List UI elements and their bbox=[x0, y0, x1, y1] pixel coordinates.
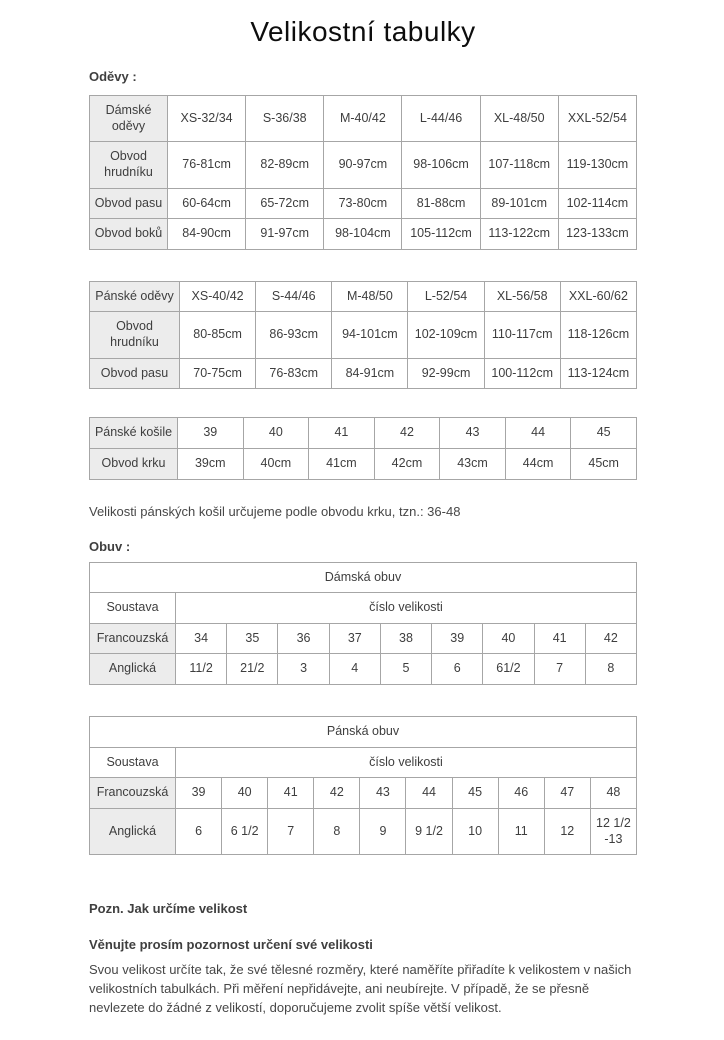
table-cell: 44 bbox=[505, 418, 571, 449]
table-cell: 82-89cm bbox=[246, 142, 324, 188]
table-cell: číslo velikosti bbox=[176, 747, 637, 778]
table-row bbox=[90, 593, 637, 624]
table-cell: 41cm bbox=[309, 448, 375, 479]
table-cell: 21/2 bbox=[227, 654, 278, 685]
table-cell: XL-48/50 bbox=[480, 96, 558, 142]
table-cell: Soustava bbox=[90, 593, 176, 624]
table-cell: Pánská obuv bbox=[90, 717, 637, 748]
table-cell: 44 bbox=[406, 778, 452, 809]
table-cell: 7 bbox=[534, 654, 585, 685]
section-heading-clothing: Oděvy : bbox=[89, 69, 137, 84]
table-cell: 40 bbox=[243, 418, 309, 449]
table-cell: 84-91cm bbox=[332, 358, 408, 389]
row-label-cell: Francouzská bbox=[90, 623, 176, 654]
table-cell: Dámská obuv bbox=[90, 562, 637, 593]
table-cell: 43cm bbox=[440, 448, 506, 479]
table-row bbox=[90, 778, 637, 809]
table-cell: 94-101cm bbox=[332, 312, 408, 358]
table-cell: 42 bbox=[374, 418, 440, 449]
table-cell: 42 bbox=[585, 623, 636, 654]
table-cell: 36 bbox=[278, 623, 329, 654]
table-cell: 41 bbox=[268, 778, 314, 809]
sizing-instructions-paragraph: Svou velikost určíte tak, že své tělesné rozměry, které naměříte přiřadíte k velikostem v našich velikostních tabulkách. Při měření nepřidávejte, ani neubírejte. V případě, že se přesně nevlezete do žádné z velikostí, doporučujeme zvolit spíše větší velikost. bbox=[89, 962, 632, 1016]
table-cell: 39 bbox=[176, 778, 222, 809]
table-cell: 41 bbox=[309, 418, 375, 449]
table-cell: 42 bbox=[314, 778, 360, 809]
table-row bbox=[90, 96, 637, 142]
table-cell: 98-106cm bbox=[402, 142, 480, 188]
table-cell: M-40/42 bbox=[324, 96, 402, 142]
row-label-cell: Obvod boků bbox=[90, 219, 168, 250]
table-cell: 43 bbox=[440, 418, 506, 449]
table-cell: 70-75cm bbox=[180, 358, 256, 389]
table-row bbox=[90, 219, 637, 250]
table-cell: 123-133cm bbox=[558, 219, 636, 250]
table-cell: 7 bbox=[268, 808, 314, 854]
table-row bbox=[90, 312, 637, 358]
table-cell: 12 bbox=[544, 808, 590, 854]
table-cell: 100-112cm bbox=[484, 358, 560, 389]
table-cell: 40cm bbox=[243, 448, 309, 479]
table-cell: 86-93cm bbox=[256, 312, 332, 358]
mens-clothing-size-table bbox=[89, 281, 637, 390]
shirt-sizing-note: Velikosti pánských košil určujeme podle obvodu krku, tzn.: 36-48 bbox=[89, 503, 461, 519]
table-cell: XS-40/42 bbox=[180, 281, 256, 312]
table-cell: 89-101cm bbox=[480, 188, 558, 219]
table-cell: 8 bbox=[585, 654, 636, 685]
womens-shoes-size-table bbox=[89, 562, 637, 686]
table-cell: 45 bbox=[571, 418, 637, 449]
row-label-cell: Obvod hrudníku bbox=[90, 312, 180, 358]
table-cell: 119-130cm bbox=[558, 142, 636, 188]
table-row bbox=[90, 448, 637, 479]
row-label-cell: Obvod hrudníku bbox=[90, 142, 168, 188]
table-cell: 34 bbox=[176, 623, 227, 654]
table-cell: 40 bbox=[483, 623, 534, 654]
table-row bbox=[90, 747, 637, 778]
table-cell: 107-118cm bbox=[480, 142, 558, 188]
table-row bbox=[90, 358, 637, 389]
table-cell: 98-104cm bbox=[324, 219, 402, 250]
table-cell: 47 bbox=[544, 778, 590, 809]
table-cell: 76-83cm bbox=[256, 358, 332, 389]
table-cell: 11 bbox=[498, 808, 544, 854]
table-cell: 46 bbox=[498, 778, 544, 809]
table-row bbox=[90, 281, 637, 312]
table-cell: 6 1/2 bbox=[222, 808, 268, 854]
table-cell: 48 bbox=[590, 778, 636, 809]
table-cell: 43 bbox=[360, 778, 406, 809]
row-label-cell: Anglická bbox=[90, 808, 176, 854]
row-label-cell: Obvod krku bbox=[90, 448, 178, 479]
row-label-cell: Pánské oděvy bbox=[90, 281, 180, 312]
mens-shirts-size-table bbox=[89, 417, 637, 479]
table-row bbox=[90, 562, 637, 593]
table-cell: 65-72cm bbox=[246, 188, 324, 219]
table-cell: 91-97cm bbox=[246, 219, 324, 250]
row-label-cell: Anglická bbox=[90, 654, 176, 685]
table-cell: 9 1/2 bbox=[406, 808, 452, 854]
table-cell: L-52/54 bbox=[408, 281, 484, 312]
table-cell: S-36/38 bbox=[246, 96, 324, 142]
table-cell: 35 bbox=[227, 623, 278, 654]
table-cell: 3 bbox=[278, 654, 329, 685]
row-label-cell: Obvod pasu bbox=[90, 188, 168, 219]
section-heading-shoes: Obuv : bbox=[89, 538, 131, 554]
table-row bbox=[90, 418, 637, 449]
mens-shoes-size-table bbox=[89, 716, 637, 855]
table-cell: 113-122cm bbox=[480, 219, 558, 250]
table-cell: 11/2 bbox=[176, 654, 227, 685]
table-cell: 110-117cm bbox=[484, 312, 560, 358]
table-cell: 39 bbox=[178, 418, 244, 449]
table-cell: 4 bbox=[329, 654, 380, 685]
table-cell: 12 1/2 -13 bbox=[590, 808, 636, 854]
table-cell: 45cm bbox=[571, 448, 637, 479]
table-cell: 44cm bbox=[505, 448, 571, 479]
table-cell: M-48/50 bbox=[332, 281, 408, 312]
table-cell: XXL-52/54 bbox=[558, 96, 636, 142]
row-label-cell: Francouzská bbox=[90, 778, 176, 809]
row-label-cell: Obvod pasu bbox=[90, 358, 180, 389]
table-cell: XS-32/34 bbox=[168, 96, 246, 142]
table-cell: 76-81cm bbox=[168, 142, 246, 188]
table-cell: 6 bbox=[176, 808, 222, 854]
table-cell: 118-126cm bbox=[560, 312, 636, 358]
table-cell: 39cm bbox=[178, 448, 244, 479]
table-cell: 73-80cm bbox=[324, 188, 402, 219]
table-cell: 40 bbox=[222, 778, 268, 809]
table-cell: 41 bbox=[534, 623, 585, 654]
table-cell: 60-64cm bbox=[168, 188, 246, 219]
table-cell: 45 bbox=[452, 778, 498, 809]
table-cell: 92-99cm bbox=[408, 358, 484, 389]
page-content bbox=[89, 16, 637, 1017]
table-row bbox=[90, 654, 637, 685]
page-title: Velikostní tabulky bbox=[250, 16, 476, 47]
table-cell: 8 bbox=[314, 808, 360, 854]
table-row bbox=[90, 717, 637, 748]
row-label-cell: Dámské oděvy bbox=[90, 96, 168, 142]
table-cell: 102-109cm bbox=[408, 312, 484, 358]
womens-clothing-size-table bbox=[89, 95, 637, 250]
table-row bbox=[90, 142, 637, 188]
table-cell: 5 bbox=[380, 654, 431, 685]
table-cell: Soustava bbox=[90, 747, 176, 778]
note-heading: Pozn. Jak určíme velikost bbox=[89, 901, 248, 917]
table-cell: 81-88cm bbox=[402, 188, 480, 219]
table-cell: L-44/46 bbox=[402, 96, 480, 142]
table-cell: číslo velikosti bbox=[176, 593, 637, 624]
table-cell: 90-97cm bbox=[324, 142, 402, 188]
table-cell: 6 bbox=[432, 654, 483, 685]
table-cell: 10 bbox=[452, 808, 498, 854]
row-label-cell: Pánské košile bbox=[90, 418, 178, 449]
table-cell: XL-56/58 bbox=[484, 281, 560, 312]
table-cell: 80-85cm bbox=[180, 312, 256, 358]
table-cell: 84-90cm bbox=[168, 219, 246, 250]
table-cell: 9 bbox=[360, 808, 406, 854]
table-cell: 102-114cm bbox=[558, 188, 636, 219]
table-cell: XXL-60/62 bbox=[560, 281, 636, 312]
table-cell: 105-112cm bbox=[402, 219, 480, 250]
table-cell: 38 bbox=[380, 623, 431, 654]
table-row bbox=[90, 188, 637, 219]
table-cell: 42cm bbox=[374, 448, 440, 479]
table-cell: 113-124cm bbox=[560, 358, 636, 389]
table-cell: 37 bbox=[329, 623, 380, 654]
table-cell: S-44/46 bbox=[256, 281, 332, 312]
table-row bbox=[90, 623, 637, 654]
table-row bbox=[90, 808, 637, 854]
table-cell: 61/2 bbox=[483, 654, 534, 685]
table-cell: 39 bbox=[432, 623, 483, 654]
attention-heading: Věnujte prosím pozornost určení své velikosti bbox=[89, 937, 373, 953]
